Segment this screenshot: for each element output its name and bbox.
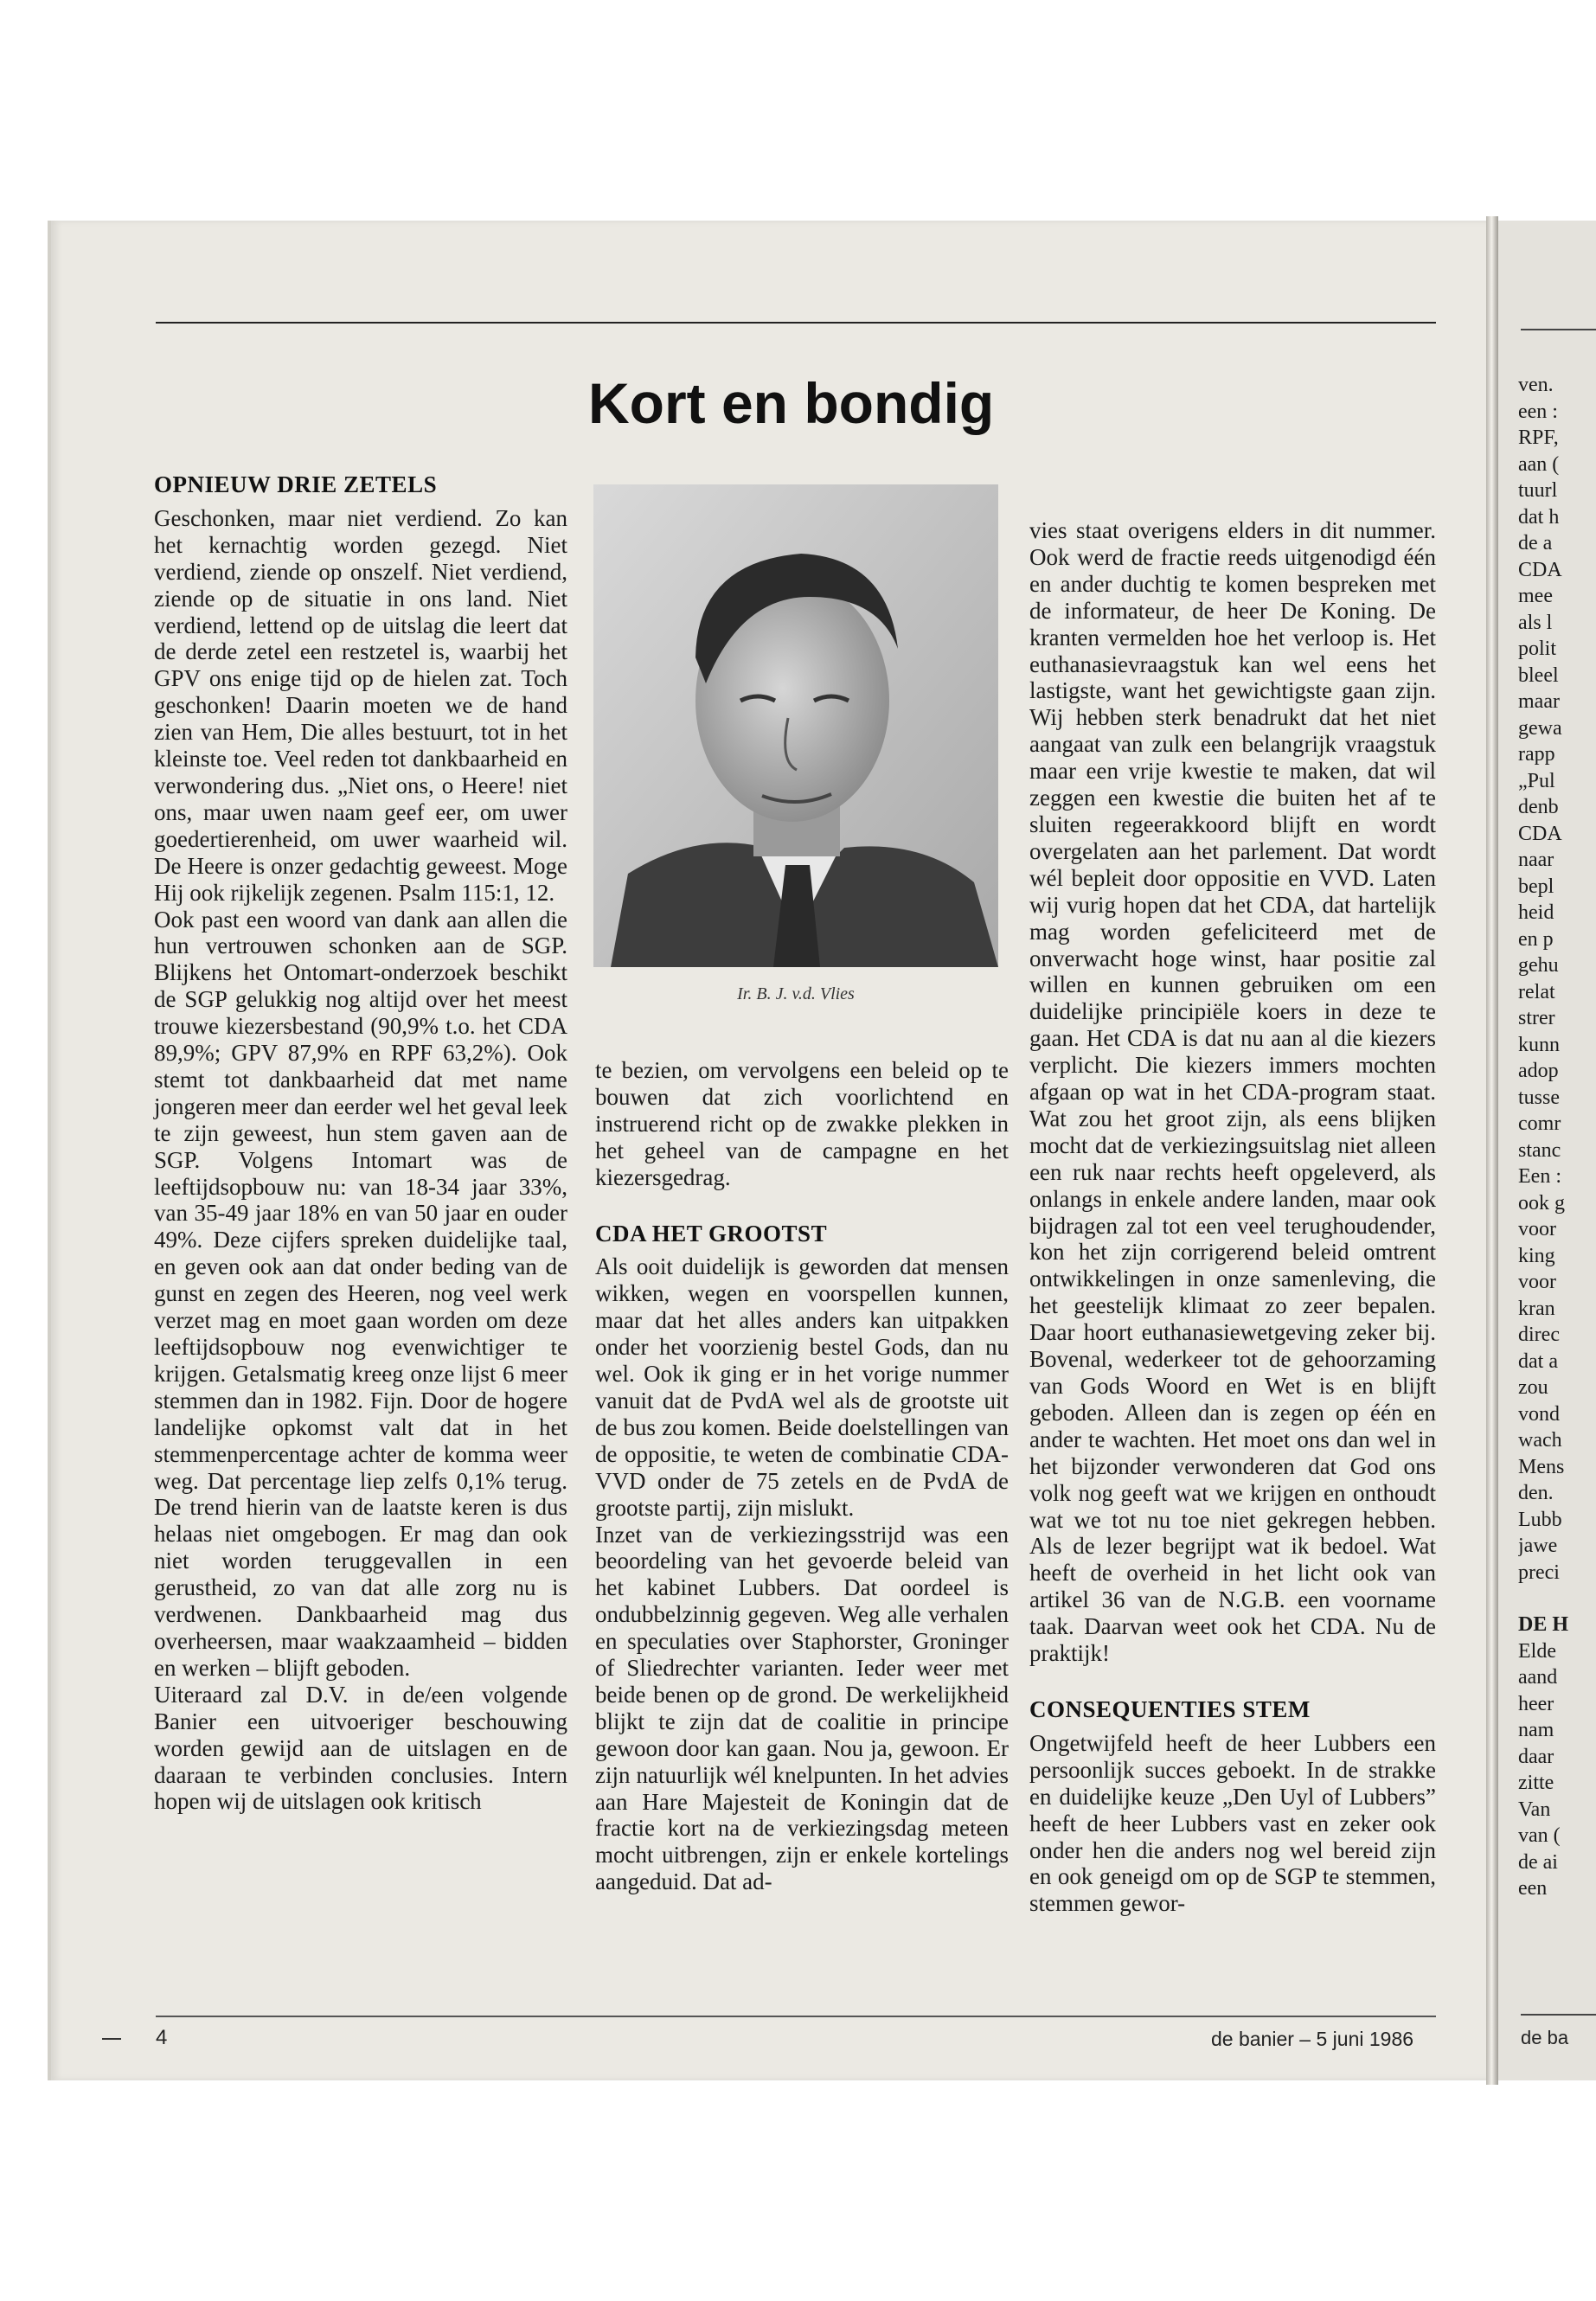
facing-line: Lubb bbox=[1518, 1508, 1562, 1531]
facing-line: daar bbox=[1518, 1745, 1554, 1768]
facing-line: zou bbox=[1518, 1376, 1548, 1399]
facing-line: kunn bbox=[1518, 1033, 1560, 1056]
facing-line: relat bbox=[1518, 980, 1555, 1003]
facing-line: adop bbox=[1518, 1060, 1559, 1082]
facing-line: „Pul bbox=[1518, 769, 1555, 792]
facing-line: CDA bbox=[1518, 822, 1562, 845]
facing-line: kran bbox=[1518, 1297, 1555, 1320]
column-2 bbox=[595, 1057, 1009, 1895]
section-heading-cda: CDA HET GROOTST bbox=[595, 1220, 828, 1247]
column-1 bbox=[154, 471, 567, 1815]
section-heading-opnieuw: OPNIEUW DRIE ZETELS bbox=[154, 471, 438, 497]
facing-line: dat a bbox=[1518, 1349, 1558, 1373]
paragraph: Ook past een woord van dank aan allen die hun vertrouwen schonken aan de SGP. Blijkens het Ontomart-onderzoek beschikt de SGP gelukkig nog altijd over het meest trouwe kiezersbestand (90,9% t.o. het CDA 89,9%; GPV 87,9% en RPF 63,2%). Ook stemt tot dankbaarheid dat met name jongeren meer dan eerder wel het geval leek te zijn geweest, hun stem gaven aan de SGP. Volgens Intomart was de leeftijdsopbouw nu: van 18-34 jaar 33%, van 35-49 jaar 18% en van 50 jaar en ouder 49%. Deze cijfers spreken duidelijke taal, en geven ook aan dat onder beding van de gunst en zegen des Heeren, nog veel werk verzet mag en moet gaan worden om deze leeftijdsopbouw nog evenwichtiger te krijgen. Getalsmatig kreeg onze lijst 6 meer stemmen dan in 1982. Fijn. Door de hogere landelijke opkomst valt dat in het stemmenpercentage achter de komma weer weg. Dat percentage liep zelfs 0,1% terug. De trend hierin van de laatste keren is dus helaas niet omgebogen. Er mag dan ook niet worden teruggevallen in een gerustheid, zo van dat alle zorg nu is verdwenen. Dankbaarheid mag dus overheersen, maar waakzaamheid – bidden en werken – blijft geboden. bbox=[154, 906, 567, 1681]
facing-line: comr bbox=[1518, 1112, 1561, 1135]
facing-line: denb bbox=[1518, 796, 1559, 818]
facing-line: de a bbox=[1518, 532, 1553, 554]
facing-line: jawe bbox=[1518, 1535, 1558, 1557]
facing-line: vond bbox=[1518, 1402, 1560, 1426]
facing-line: dat h bbox=[1518, 505, 1560, 529]
top-rule bbox=[156, 322, 1436, 324]
facing-line: van ( bbox=[1518, 1824, 1561, 1847]
facing-line: een bbox=[1518, 1877, 1548, 1900]
margin-dash bbox=[102, 2038, 121, 2040]
facing-line: tusse bbox=[1518, 1086, 1560, 1109]
facing-page-text bbox=[1518, 372, 1596, 1902]
facing-line: strer bbox=[1518, 1007, 1555, 1029]
paragraph: Als ooit duidelijk is geworden dat mensen wikken, wegen en voorspellen kunnen, maar dat het alles anders kan uitpakken onder het voorzienig bestel Gods, dan nu wel. Ook ik ging er in het vorige nummer vanuit dat de PvdA wel als de grootste uit de bus zou komen. Beide doelstellingen van de oppositie, te weten de combinatie CDA-VVD onder de 75 zetels en de PvdA de grootste partij, zijn mislukt. bbox=[595, 1253, 1009, 1521]
facing-line: Van bbox=[1518, 1798, 1551, 1821]
facing-line: maar bbox=[1518, 690, 1560, 713]
facing-line: wach bbox=[1518, 1429, 1562, 1452]
facing-line: tuurl bbox=[1518, 479, 1558, 502]
facing-line: bleel bbox=[1518, 663, 1559, 687]
facing-line: bepl bbox=[1518, 875, 1554, 898]
facing-line: gewa bbox=[1518, 716, 1562, 740]
facing-line: king bbox=[1518, 1244, 1555, 1267]
facing-heading: DE H bbox=[1518, 1613, 1569, 1636]
facing-line: den. bbox=[1518, 1482, 1554, 1504]
bottom-rule bbox=[156, 2016, 1436, 2017]
facing-line: voor bbox=[1518, 1218, 1556, 1240]
facing-line: een : bbox=[1518, 400, 1558, 423]
facing-line: rapp bbox=[1518, 743, 1555, 766]
column-3 bbox=[1029, 517, 1436, 1917]
paragraph: te bezien, om vervolgens een beleid op te bouwen dat zich voorlichtend en instruerend richt op de zwakke plekken in het geheel van de campagne en het kiezersgedrag. bbox=[595, 1057, 1009, 1190]
paragraph: Inzet van de verkiezingsstrijd was een beoordeling van het gevoerde beleid van het kabinet Lubbers. Dat oordeel is ondubbelzinnig gegeven. Weg alle verhalen en speculaties over Staphorster, Groninger of Sliedrechter varianten. Ieder weer met beide benen op de grond. De werkelijkheid blijkt te zijn dat de coalitie in principe gewoon door kan gaan. Nou ja, gewoon. Er zijn natuurlijk wél knelpunten. In het advies aan Hare Majesteit de Koningin dat de fractie kort na de verkiezingsdag meteen mocht uitbrengen, zijn er enkele kortelings aangeduid. Dat ad- bbox=[595, 1521, 1009, 1895]
footer-issue-date: de banier – 5 juni 1986 bbox=[1211, 2028, 1414, 2050]
facing-line: de ai bbox=[1518, 1850, 1558, 1874]
facing-line: zitte bbox=[1518, 1772, 1554, 1794]
facing-line: polit bbox=[1518, 638, 1557, 660]
facing-line: nam bbox=[1518, 1719, 1554, 1741]
facing-line: Een : bbox=[1518, 1165, 1561, 1188]
facing-line: aand bbox=[1518, 1666, 1558, 1689]
facing-footer: de ba bbox=[1521, 2027, 1569, 2048]
facing-line: direc bbox=[1518, 1324, 1560, 1346]
portrait-photo bbox=[593, 484, 998, 967]
facing-line: preci bbox=[1518, 1561, 1560, 1584]
facing-bottom-rule bbox=[1521, 2014, 1596, 2016]
paragraph: vies staat overigens elders in dit nummer. Ook werd de fractie reeds uitgenodigd één en ander duchtig te komen bespreken met de informateur, de heer De Koning. De kranten vermelden hoe het verloop is. Het euthanasievraagstuk kan wel eens het lastigste, want het gewichtigste gaan zijn. Wij hebben sterk benadrukt dat het niet aangaat van zulk een belangrijk vraagstuk maar een vrije kwestie te maken, dat wil zeggen een kwestie die buiten het af te sluiten regeerakkoord blijft en wordt overgelaten aan het parlement. Dat wordt wél bepleit door oppositie en VVD. Laten wij vurig hopen dat het CDA, dat hartelijk mag worden gefeliciteerd met de onverwacht hoge winst, haar positie zal willen en kunnen gebruiken om een duidelijke principiële koers in deze te gaan. Het CDA is dat nu aan al die kiezers verplicht. Die kiezers immers mochten afgaan op wat in het CDA-program staat. Wat zou het groot zijn, als eens blijken mocht dat de verkiezingsuitslag niet alleen een ruk naar rechts heeft opgeleverd, als onlangs in enkele andere landen, maar ook bijdragen zal tot een veel terughoudender, kon het zijn corrigerend beleid omtrent ontwikkelingen in onze samenleving, die het geestelijk klimaat zo zeer bepalen. Daar hoort euthanasiewetgeving zeker bij. Bovenal, wederkeer tot de gehoorzaming van Gods Woord en Wet is en blijft geboden. Alleen dan is zegen op één en ander te wachten. Het moet ons dan wel in het bijzonder verwonderen dat God ons volk nog geeft wat we krijgen en onthoudt wat we tot nu toe niet gekregen hebben. Als de lezer begrijpt wat ik bedoel. Wat heeft de overheid in het licht ook van artikel 36 van de N.G.B. een voorname taak. Daarvan weet ook het CDA. Nu de praktijk! bbox=[1029, 517, 1436, 1667]
section-heading-consequenties: CONSEQUENTIES STEM bbox=[1029, 1695, 1311, 1722]
facing-line: voor bbox=[1518, 1271, 1556, 1293]
facing-line: RPF, bbox=[1518, 426, 1559, 449]
paragraph: Geschonken, maar niet verdiend. Zo kan het kernachtig worden gezegd. Niet verdiend, ziende op onszelf. Niet verdiend, ziende op de situatie in ons land. Niet verdiend, lettend op de uitslag die leert dat de derde zetel een restzetel is, waarbij het GPV ons enige tijd op de hielen zat. Toch geschonken! Daarin moeten we de hand zien van Hem, Die alles bestuurt, tot in het kleinste toe. Veel reden tot dankbaarheid en verwondering dus. „Niet ons, o Heere! niet ons, maar uwen naam geef eer, om uwer goedertierenheid, om uwer waarheid wil. De Heere is onzer gedachtig geweest. Moge Hij ook rijkelijk zegenen. Psalm 115:1, 12. bbox=[154, 504, 567, 906]
page-spine bbox=[1486, 216, 1498, 2085]
facing-line: heid bbox=[1518, 901, 1554, 924]
facing-line: mee bbox=[1518, 585, 1553, 607]
facing-line: ven. bbox=[1518, 374, 1554, 396]
facing-line: als l bbox=[1518, 611, 1553, 634]
facing-line: Elde bbox=[1518, 1639, 1556, 1663]
facing-line: gehu bbox=[1518, 954, 1559, 977]
paragraph: Ongetwijfeld heeft de heer Lubbers een persoonlijk succes geboekt. In de strakke en duidelijke keuze „Den Uyl of Lubbers” heeft de heer Lubbers vast en zeker ook onder hen die anders nog wel bereid zijn en ook geneigd om op de SGP te stemmen, stemmen gewor- bbox=[1029, 1729, 1436, 1917]
photo-caption: Ir. B. J. v.d. Vlies bbox=[737, 984, 855, 1003]
facing-line: en p bbox=[1518, 927, 1554, 951]
page-number: 4 bbox=[156, 2026, 168, 2049]
facing-line: naar bbox=[1518, 849, 1554, 871]
facing-line: aan ( bbox=[1518, 452, 1560, 476]
portrait-illustration bbox=[593, 484, 998, 967]
facing-line: heer bbox=[1518, 1692, 1554, 1715]
paragraph: Uiteraard zal D.V. in de/een volgende Banier een uitvoeriger beschouwing worden gewijd aan de uitslagen en de daaraan te verbinden conclusies. Intern hopen wij de uitslagen ook kritisch bbox=[154, 1681, 567, 1815]
facing-line: Mens bbox=[1518, 1455, 1565, 1478]
facing-line: stanc bbox=[1518, 1138, 1561, 1162]
facing-line: CDA bbox=[1518, 558, 1562, 581]
facing-line: ook g bbox=[1518, 1191, 1565, 1215]
facing-top-rule bbox=[1521, 329, 1596, 330]
page-headline: Kort en bondig bbox=[588, 371, 995, 435]
